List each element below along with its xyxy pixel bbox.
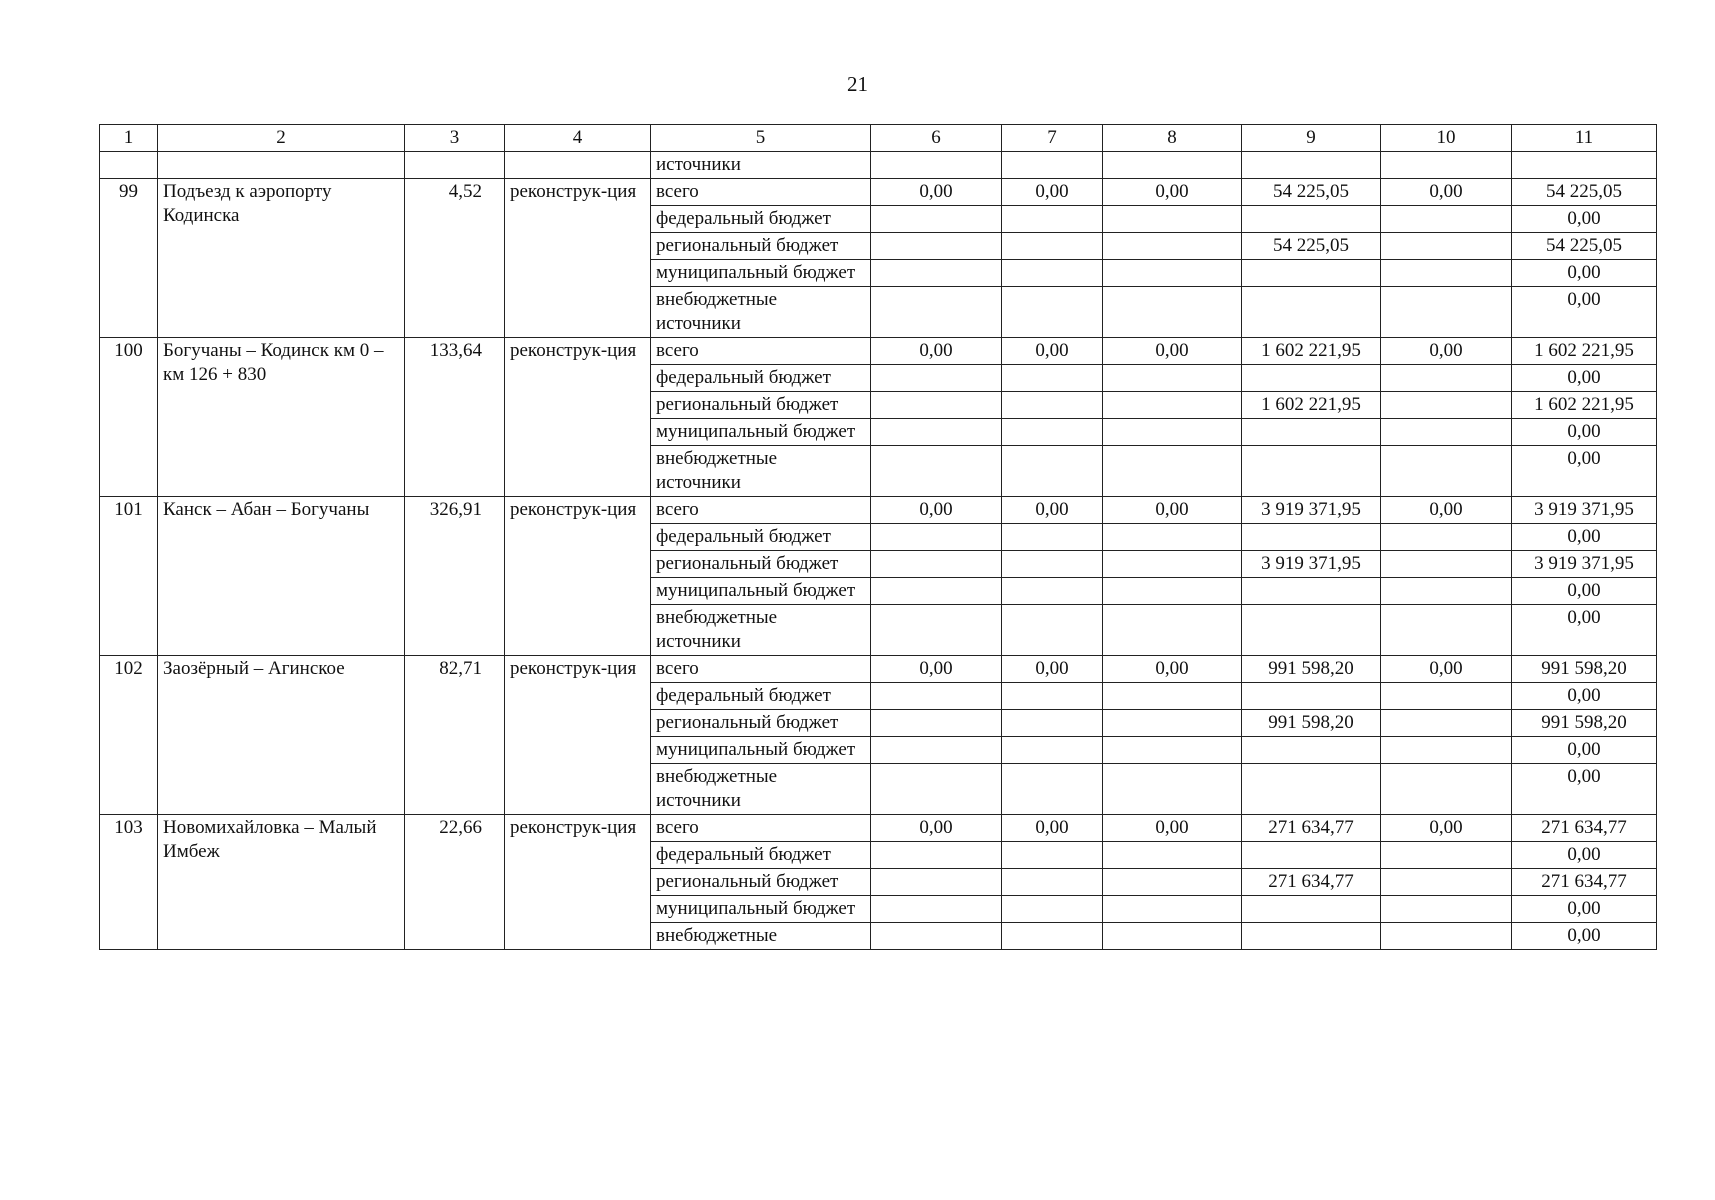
value-cell: 1 602 221,95	[1242, 338, 1381, 365]
source-label: региональный бюджет	[651, 392, 871, 419]
value-cell	[1381, 446, 1512, 497]
source-label: региональный бюджет	[651, 233, 871, 260]
value-cell: 1 602 221,95	[1242, 392, 1381, 419]
value-cell: 0,00	[1512, 683, 1657, 710]
value-cell	[1103, 923, 1242, 950]
value-cell	[1242, 365, 1381, 392]
value-cell	[1002, 737, 1103, 764]
value-cell	[1381, 683, 1512, 710]
row-number: 102	[100, 656, 158, 815]
table-body	[100, 125, 1657, 950]
source-label: региональный бюджет	[651, 869, 871, 896]
value-cell	[871, 287, 1002, 338]
value-cell	[1242, 578, 1381, 605]
source-label: региональный бюджет	[651, 551, 871, 578]
value-cell: 0,00	[1381, 179, 1512, 206]
value-cell: 3 919 371,95	[1512, 551, 1657, 578]
value-cell	[871, 524, 1002, 551]
value-cell: 0,00	[1103, 815, 1242, 842]
value-cell: 3 919 371,95	[1512, 497, 1657, 524]
value-cell	[1242, 842, 1381, 869]
work-type: реконструк-ция	[505, 497, 651, 656]
value-cell	[871, 206, 1002, 233]
object-length: 82,71	[405, 656, 505, 815]
source-label: федеральный бюджет	[651, 842, 871, 869]
object-name: Новомихайловка – Малый Имбеж	[158, 815, 405, 950]
value-cell	[871, 446, 1002, 497]
value-cell: 0,00	[871, 497, 1002, 524]
source-label: внебюджетные источники	[651, 446, 871, 497]
value-cell	[1103, 842, 1242, 869]
row-number: 101	[100, 497, 158, 656]
value-cell	[1381, 392, 1512, 419]
value-cell: 0,00	[1002, 497, 1103, 524]
value-cell	[1381, 896, 1512, 923]
value-cell	[1103, 446, 1242, 497]
value-cell: 991 598,20	[1242, 656, 1381, 683]
cell	[1381, 152, 1512, 179]
column-number: 7	[1002, 125, 1103, 152]
value-cell	[1242, 737, 1381, 764]
value-cell: 54 225,05	[1512, 233, 1657, 260]
source-label: муниципальный бюджет	[651, 260, 871, 287]
value-cell	[1242, 287, 1381, 338]
cell	[871, 152, 1002, 179]
value-cell	[1002, 869, 1103, 896]
value-cell	[1381, 287, 1512, 338]
value-cell: 0,00	[1512, 923, 1657, 950]
column-number: 4	[505, 125, 651, 152]
value-cell	[1103, 419, 1242, 446]
value-cell: 271 634,77	[1512, 869, 1657, 896]
value-cell	[871, 683, 1002, 710]
work-type: реконструк-ция	[505, 179, 651, 338]
value-cell	[1002, 260, 1103, 287]
value-cell: 1 602 221,95	[1512, 392, 1657, 419]
value-cell: 0,00	[1512, 578, 1657, 605]
value-cell	[1242, 896, 1381, 923]
work-type: реконструк-ция	[505, 656, 651, 815]
value-cell: 0,00	[1002, 338, 1103, 365]
object-name: Заозёрный – Агинское	[158, 656, 405, 815]
value-cell	[1103, 578, 1242, 605]
value-cell	[1381, 365, 1512, 392]
column-number: 10	[1381, 125, 1512, 152]
value-cell	[1242, 419, 1381, 446]
value-cell	[871, 923, 1002, 950]
value-cell: 0,00	[1512, 446, 1657, 497]
row-number: 103	[100, 815, 158, 950]
value-cell	[871, 260, 1002, 287]
column-number: 3	[405, 125, 505, 152]
value-cell	[1381, 710, 1512, 737]
source-label: муниципальный бюджет	[651, 896, 871, 923]
value-cell	[1002, 419, 1103, 446]
value-cell	[1242, 683, 1381, 710]
value-cell: 0,00	[871, 338, 1002, 365]
value-cell	[1002, 764, 1103, 815]
value-cell: 991 598,20	[1512, 656, 1657, 683]
object-name: Канск – Абан – Богучаны	[158, 497, 405, 656]
source-label: муниципальный бюджет	[651, 737, 871, 764]
value-cell	[1242, 524, 1381, 551]
value-cell	[1242, 206, 1381, 233]
cell	[1242, 152, 1381, 179]
source-label: муниципальный бюджет	[651, 419, 871, 446]
value-cell	[1002, 206, 1103, 233]
source-label: всего	[651, 338, 871, 365]
table-row	[100, 497, 1657, 524]
value-cell: 271 634,77	[1242, 815, 1381, 842]
source-label: внебюджетные	[651, 923, 871, 950]
value-cell	[871, 869, 1002, 896]
value-cell: 3 919 371,95	[1242, 551, 1381, 578]
value-cell	[1103, 737, 1242, 764]
value-cell	[1103, 524, 1242, 551]
value-cell	[1242, 605, 1381, 656]
value-cell: 0,00	[1512, 260, 1657, 287]
value-cell: 54 225,05	[1242, 179, 1381, 206]
cell	[1512, 152, 1657, 179]
value-cell	[1381, 764, 1512, 815]
value-cell: 0,00	[1512, 896, 1657, 923]
table-row	[100, 656, 1657, 683]
source-label: внебюджетные источники	[651, 764, 871, 815]
value-cell	[1002, 233, 1103, 260]
value-cell	[1103, 764, 1242, 815]
value-cell	[1103, 605, 1242, 656]
value-cell	[871, 578, 1002, 605]
value-cell: 0,00	[1381, 497, 1512, 524]
value-cell: 0,00	[1002, 656, 1103, 683]
value-cell	[871, 842, 1002, 869]
value-cell: 3 919 371,95	[1242, 497, 1381, 524]
value-cell: 54 225,05	[1512, 179, 1657, 206]
value-cell	[1002, 710, 1103, 737]
column-number: 5	[651, 125, 871, 152]
work-type: реконструк-ция	[505, 815, 651, 950]
cell	[100, 152, 158, 179]
value-cell	[1002, 524, 1103, 551]
column-number: 1	[100, 125, 158, 152]
source-label: внебюджетные источники	[651, 287, 871, 338]
source-label: всего	[651, 656, 871, 683]
value-cell	[1242, 764, 1381, 815]
source-label: муниципальный бюджет	[651, 578, 871, 605]
value-cell: 0,00	[1103, 338, 1242, 365]
object-length: 326,91	[405, 497, 505, 656]
source-label: внебюджетные источники	[651, 605, 871, 656]
value-cell	[1002, 605, 1103, 656]
source-label: федеральный бюджет	[651, 206, 871, 233]
source-label: всего	[651, 179, 871, 206]
value-cell: 0,00	[1512, 419, 1657, 446]
value-cell: 0,00	[1512, 842, 1657, 869]
value-cell: 0,00	[1512, 206, 1657, 233]
value-cell	[1381, 419, 1512, 446]
source-label: всего	[651, 497, 871, 524]
source-label: всего	[651, 815, 871, 842]
value-cell	[871, 710, 1002, 737]
value-cell	[1103, 233, 1242, 260]
value-cell	[871, 233, 1002, 260]
value-cell	[1002, 365, 1103, 392]
value-cell: 0,00	[1381, 338, 1512, 365]
value-cell: 271 634,77	[1242, 869, 1381, 896]
column-number: 11	[1512, 125, 1657, 152]
cell	[158, 152, 405, 179]
value-cell: 0,00	[1103, 497, 1242, 524]
value-cell	[1002, 923, 1103, 950]
source-label: федеральный бюджет	[651, 524, 871, 551]
carryover-row	[100, 152, 1657, 179]
row-number: 99	[100, 179, 158, 338]
value-cell	[1381, 524, 1512, 551]
value-cell	[1381, 923, 1512, 950]
value-cell	[1002, 551, 1103, 578]
value-cell	[871, 365, 1002, 392]
source-label: источники	[651, 152, 871, 179]
value-cell: 0,00	[1002, 179, 1103, 206]
table-row	[100, 179, 1657, 206]
table-row	[100, 815, 1657, 842]
value-cell	[1103, 365, 1242, 392]
value-cell: 0,00	[871, 656, 1002, 683]
column-number: 9	[1242, 125, 1381, 152]
source-label: региональный бюджет	[651, 710, 871, 737]
column-number: 2	[158, 125, 405, 152]
value-cell	[1002, 446, 1103, 497]
value-cell	[1002, 896, 1103, 923]
value-cell	[1103, 206, 1242, 233]
value-cell	[1103, 260, 1242, 287]
column-number: 8	[1103, 125, 1242, 152]
value-cell	[1381, 869, 1512, 896]
value-cell	[871, 737, 1002, 764]
value-cell: 271 634,77	[1512, 815, 1657, 842]
value-cell	[1381, 260, 1512, 287]
value-cell	[1103, 392, 1242, 419]
value-cell	[1103, 710, 1242, 737]
value-cell	[1002, 287, 1103, 338]
value-cell: 0,00	[1512, 287, 1657, 338]
source-label: федеральный бюджет	[651, 365, 871, 392]
work-type: реконструк-ция	[505, 338, 651, 497]
value-cell	[1002, 578, 1103, 605]
value-cell	[1381, 233, 1512, 260]
value-cell	[1242, 923, 1381, 950]
value-cell: 0,00	[1512, 524, 1657, 551]
value-cell	[871, 605, 1002, 656]
cell	[1103, 152, 1242, 179]
value-cell	[1242, 260, 1381, 287]
value-cell	[1381, 578, 1512, 605]
object-name: Богучаны – Кодинск км 0 – км 126 + 830	[158, 338, 405, 497]
value-cell	[871, 764, 1002, 815]
value-cell: 0,00	[1002, 815, 1103, 842]
value-cell	[1103, 287, 1242, 338]
row-number: 100	[100, 338, 158, 497]
value-cell	[1381, 206, 1512, 233]
value-cell	[1002, 842, 1103, 869]
cell	[405, 152, 505, 179]
value-cell: 0,00	[1512, 605, 1657, 656]
value-cell: 0,00	[1103, 179, 1242, 206]
cell	[505, 152, 651, 179]
value-cell	[871, 392, 1002, 419]
value-cell	[871, 419, 1002, 446]
value-cell	[1103, 551, 1242, 578]
source-label: федеральный бюджет	[651, 683, 871, 710]
column-number-row	[100, 125, 1657, 152]
value-cell	[871, 896, 1002, 923]
value-cell: 0,00	[1103, 656, 1242, 683]
value-cell: 0,00	[1512, 764, 1657, 815]
value-cell	[1381, 842, 1512, 869]
object-length: 4,52	[405, 179, 505, 338]
value-cell: 0,00	[1512, 737, 1657, 764]
value-cell: 1 602 221,95	[1512, 338, 1657, 365]
value-cell: 991 598,20	[1242, 710, 1381, 737]
value-cell: 0,00	[871, 815, 1002, 842]
value-cell	[1381, 737, 1512, 764]
page-number: 21	[847, 72, 868, 96]
column-number: 6	[871, 125, 1002, 152]
value-cell	[1103, 869, 1242, 896]
value-cell: 0,00	[1381, 815, 1512, 842]
value-cell	[1002, 683, 1103, 710]
table-row	[100, 338, 1657, 365]
value-cell	[1381, 605, 1512, 656]
budget-table	[99, 124, 1657, 950]
value-cell	[1103, 896, 1242, 923]
value-cell: 0,00	[1512, 365, 1657, 392]
value-cell: 0,00	[1381, 656, 1512, 683]
cell	[1002, 152, 1103, 179]
value-cell	[1103, 683, 1242, 710]
value-cell: 0,00	[871, 179, 1002, 206]
object-length: 22,66	[405, 815, 505, 950]
value-cell	[1242, 446, 1381, 497]
value-cell: 54 225,05	[1242, 233, 1381, 260]
value-cell: 991 598,20	[1512, 710, 1657, 737]
value-cell	[1002, 392, 1103, 419]
value-cell	[1381, 551, 1512, 578]
object-length: 133,64	[405, 338, 505, 497]
value-cell	[871, 551, 1002, 578]
object-name: Подъезд к аэропорту Кодинска	[158, 179, 405, 338]
